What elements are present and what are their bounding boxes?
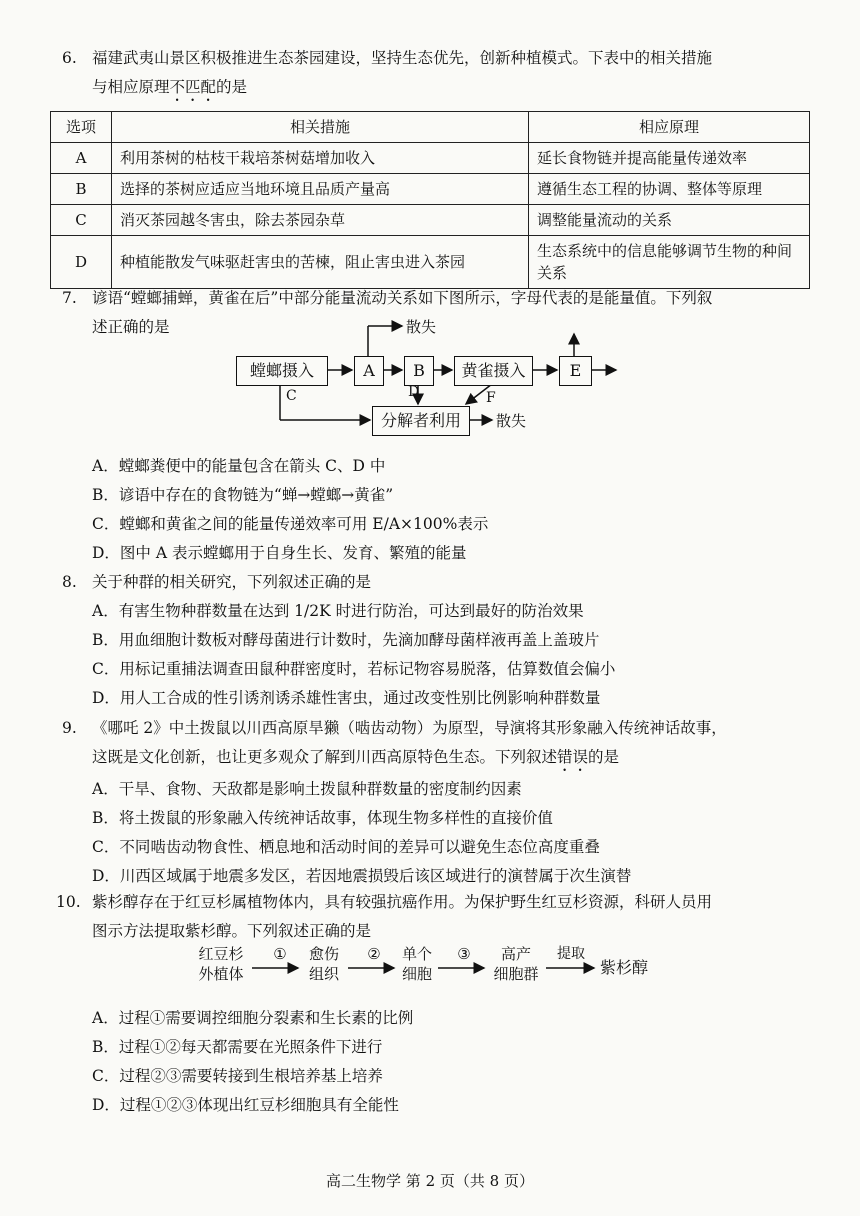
process-2-label: ② <box>367 945 381 963</box>
question-10-options <box>62 1004 812 1120</box>
question-stem: 福建武夷山景区积极推进生态茶园建设，坚持生态优先，创新种植模式。下表中的相关措施 <box>92 49 713 67</box>
question-stem: 谚语“螳螂捕蝉，黄雀在后”中部分能量流动关系如下图所示，字母代表的是能量值。下列叙 <box>92 289 713 307</box>
table-header: 相关措施 <box>112 112 529 143</box>
option-a: A．螳螂粪便中的能量包含在箭头 C、D 中 <box>92 457 386 475</box>
option-c: C．过程②③需要转接到生根培养基上培养 <box>92 1067 383 1085</box>
option-d: D．图中 A 表示螳螂用于自身生长、发育、繁殖的能量 <box>92 544 467 562</box>
option-d: D．川西区域属于地震多发区，若因地震损毁后该区域进行的演替属于次生演替 <box>92 867 632 885</box>
question-stem: 述正确的是 <box>92 318 170 336</box>
stage-label: 细胞 <box>401 965 432 983</box>
question-stem: 《哪吒 2》中土拨鼠以川西高原旱獭（啮齿动物）为原型，导演将其形象融入传统神话故事， <box>92 719 727 737</box>
heat-loss-label: 散失 <box>496 412 527 430</box>
table-cell: 种植能散发气味驱赶害虫的苦楝，阻止害虫进入茶园 <box>112 236 529 289</box>
measures-table <box>50 111 810 289</box>
option-c: C．螳螂和黄雀之间的能量传递效率可用 E/A×100%表示 <box>92 515 489 533</box>
table-cell: C <box>51 205 112 236</box>
question-stem: 紫杉醇存在于红豆杉属植物体内，具有较强抗癌作用。为保护野生红豆杉资源，科研人员用 <box>92 893 713 911</box>
stage-label: 愈伤 <box>308 945 339 963</box>
question-8 <box>62 568 812 713</box>
table-header: 相应原理 <box>529 112 810 143</box>
question-stem: 这既是文化创新，也让更多观众了解到川西高原特色生态。下列叙述 <box>92 748 558 766</box>
option-a: A．过程①需要调控细胞分裂素和生长素的比例 <box>92 1009 414 1027</box>
table-cell: 选择的茶树应适应当地环境且品质产量高 <box>112 174 529 205</box>
arrow-label-f: F <box>486 390 496 406</box>
question-number: 8. <box>62 573 77 591</box>
stage-high-yield <box>486 944 546 984</box>
table-header: 选项 <box>51 112 112 143</box>
question-stem: 关于种群的相关研究，下列叙述正确的是 <box>92 573 372 591</box>
extraction-flow-diagram <box>190 944 648 994</box>
question-7-options <box>62 452 812 568</box>
page-footer: 高二生物学 第 2 页（共 8 页） <box>326 1172 534 1190</box>
question-9 <box>62 714 812 891</box>
option-b: B．将土拨鼠的形象融入传统神话故事，体现生物多样性的直接价值 <box>92 809 553 827</box>
table-cell: 消灭茶园越冬害虫，除去茶园杂草 <box>112 205 529 236</box>
table-header-row <box>51 112 810 143</box>
option-c: C．用标记重捕法调查田鼠种群密度时，若标记物容易脱落，估算数值会偏小 <box>92 660 616 678</box>
process-3-label: ③ <box>457 945 471 963</box>
table-cell: 生态系统中的信息能够调节生物的种间关系 <box>529 236 810 289</box>
table-cell: D <box>51 236 112 289</box>
question-stem: 的是 <box>588 748 620 766</box>
option-c: C．不同啮齿动物食性、栖息地和活动时间的差异可以避免生态位高度重叠 <box>92 838 600 856</box>
stage-callus <box>302 944 346 984</box>
option-b: B．谚语中存在的食物链为“蝉→螳螂→黄雀” <box>92 486 394 504</box>
stage-label: 高产 <box>500 945 531 963</box>
table-cell: 遵循生态工程的协调、整体等原理 <box>529 174 810 205</box>
option-d: D．用人工合成的性引诱剂诱杀雄性害虫，通过改变性别比例影响种群数量 <box>92 689 601 707</box>
option-d: D．过程①②③体现出红豆杉细胞具有全能性 <box>92 1096 399 1114</box>
question-10 <box>56 888 806 946</box>
table-row <box>51 205 810 236</box>
mantis-intake-box: 螳螂摄入 <box>236 356 328 386</box>
stage-taxol: 紫杉醇 <box>599 958 648 977</box>
process-1-label: ① <box>273 945 287 963</box>
table-cell: B <box>51 174 112 205</box>
box-b: B <box>404 356 434 386</box>
stage-label: 外植体 <box>198 965 244 983</box>
arrow-label-d: D <box>408 384 420 400</box>
table-cell: 延长食物链并提高能量传递效率 <box>529 143 810 174</box>
process-extract-label: 提取 <box>557 946 585 962</box>
question-number: 7. <box>62 289 77 307</box>
arrow-label-c: C <box>286 388 297 404</box>
emphasis-text: 不匹配 <box>169 78 217 96</box>
table-cell: A <box>51 143 112 174</box>
question-number: 9. <box>62 719 77 737</box>
table-cell: 利用茶树的枯枝干栽培茶树菇增加收入 <box>112 143 529 174</box>
heat-loss-label: 散失 <box>406 318 437 336</box>
stage-label: 组织 <box>308 965 339 983</box>
question-stem: 的是 <box>216 78 248 96</box>
stage-explant <box>190 944 252 984</box>
table-row <box>51 236 810 289</box>
stage-label: 红豆杉 <box>198 945 244 963</box>
table-row <box>51 174 810 205</box>
stage-label: 单个 <box>401 945 432 963</box>
question-stem: 图示方法提取紫杉醇。下列叙述正确的是 <box>92 922 372 940</box>
option-a: A．有害生物种群数量在达到 1/2K 时进行防治，可达到最好的防治效果 <box>92 602 584 620</box>
box-a: A <box>354 356 384 386</box>
option-a: A．干旱、食物、天敌都是影响土拨鼠种群数量的密度制约因素 <box>92 780 522 798</box>
table-cell: 调整能量流动的关系 <box>529 205 810 236</box>
table-row <box>51 143 810 174</box>
question-number: 10. <box>56 893 81 911</box>
emphasis-text: 错误 <box>557 748 589 766</box>
stage-single-cell <box>396 944 438 984</box>
question-stem: 与相应原理 <box>92 78 170 96</box>
question-number: 6. <box>62 49 77 67</box>
question-6 <box>62 44 812 105</box>
box-e: E <box>559 356 592 386</box>
energy-flow-diagram <box>230 316 630 446</box>
option-b: B．用血细胞计数板对酵母菌进行计数时，先滴加酵母菌样液再盖上盖玻片 <box>92 631 600 649</box>
option-b: B．过程①②每天都需要在光照条件下进行 <box>92 1038 383 1056</box>
oriole-intake-box: 黄雀摄入 <box>454 356 533 386</box>
decomposer-box: 分解者利用 <box>372 406 470 436</box>
stage-label: 细胞群 <box>493 965 539 983</box>
